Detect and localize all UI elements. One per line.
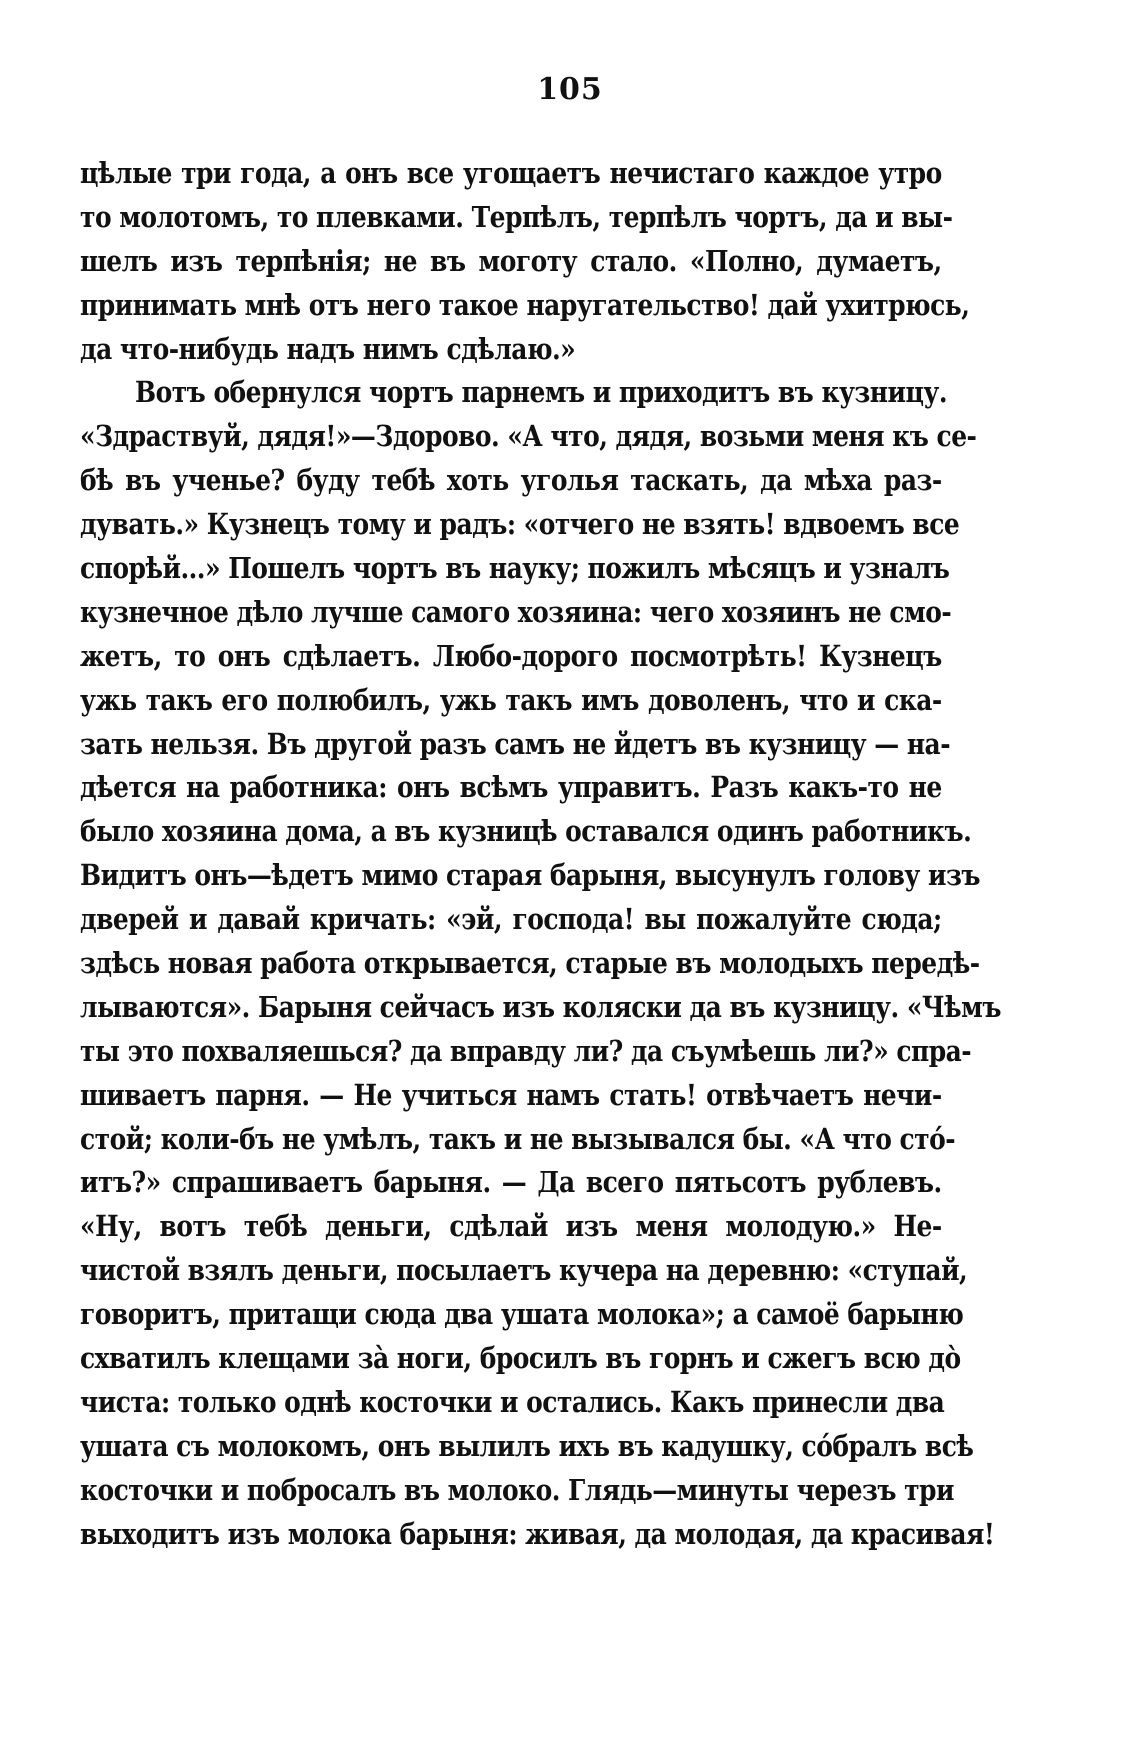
text-line: «Ну, вотъ тебѣ деньги, сдѣлай изъ меня молодую.» Не- bbox=[80, 1209, 942, 1244]
text-line: ты это похваляешься? да вправду ли? да съумѣешь ли?» спра- bbox=[80, 1033, 972, 1068]
text-line: здѣсь новая работа открывается, старые въ молодыхъ передѣ- bbox=[80, 946, 980, 981]
text-line: чистой взялъ деньги, посылаетъ кучера на деревню: «ступай, bbox=[80, 1253, 968, 1288]
page-number: 105 bbox=[537, 72, 603, 107]
text-line: жетъ, то онъ сдѣлаетъ. Любо-дорого посмотрѣть! Кузнецъ bbox=[80, 638, 942, 673]
text-line: бѣ въ ученье? буду тебѣ хоть уголья таскать, да мѣха раз- bbox=[80, 463, 942, 498]
text-line: цѣлые три года, а онъ все угощаетъ нечистаго каждое утро bbox=[80, 156, 942, 190]
text-line: ушата съ молокомъ, онъ вылилъ ихъ въ кадушку, сóбралъ всѣ bbox=[80, 1428, 974, 1463]
text-line: схватилъ клещами зà ноги, бросилъ въ горнъ и сжегъ всю дò bbox=[80, 1341, 961, 1376]
body-text bbox=[80, 152, 1001, 1557]
text-line: спорѣй...» Пошелъ чортъ въ науку; пожилъ мѣсяцъ и узналъ bbox=[80, 551, 950, 586]
text-line: дверей и давай кричать: «эй, господа! вы пожалуйте сюда; bbox=[80, 902, 942, 937]
text-line: то молотомъ, то плевками. Терпѣлъ, терпѣлъ чортъ, да и вы- bbox=[80, 199, 953, 234]
text-line: принимать мнѣ отъ него такое наругательство! дай ухитрюсь, bbox=[80, 287, 970, 322]
text-line: стой; коли-бъ не умѣлъ, такъ и не вызывался бы. «А что стó- bbox=[80, 1121, 956, 1156]
text-line: Видитъ онъ—ѣдетъ мимо старая барыня, высунулъ голову изъ bbox=[80, 858, 981, 893]
text-line: да что-нибудь надъ нимъ сдѣлаю.» bbox=[80, 331, 576, 366]
text-line: «Здраствуй, дядя!»—Здорово. «А что, дядя, возьми меня къ се- bbox=[80, 419, 977, 454]
text-line: зать нельзя. Въ другой разъ самъ не йдетъ въ кузницу — на- bbox=[80, 726, 951, 761]
text-line: говоритъ, притащи сюда два ушата молока»; а самоё барыню bbox=[80, 1297, 964, 1332]
text-line: выходитъ изъ молока барыня: живая, да молодая, да красивая! bbox=[80, 1516, 995, 1551]
text-line: шелъ изъ терпѣнія; не въ моготу стало. «Полно, думаетъ, bbox=[80, 243, 942, 278]
text-line: дувать.» Кузнецъ тому и радъ: «отчего не взять! вдвоемъ все bbox=[80, 507, 960, 542]
text-line: дѣется на работника: онъ всѣмъ управитъ. Разъ какъ-то не bbox=[80, 770, 942, 805]
text-line: косточки и побросалъ въ молоко. Глядь—минуты черезъ три bbox=[80, 1472, 954, 1507]
text-line: шиваетъ парня. — Не учиться намъ стать! отвѣчаетъ нечи- bbox=[80, 1077, 942, 1112]
text-line: чиста: только однѣ косточки и остались. Какъ принесли два bbox=[80, 1384, 945, 1419]
text-line: было хозяина дома, а въ кузницѣ оставался одинъ работникъ. bbox=[80, 814, 972, 849]
text-line: лываются». Барыня сейчасъ изъ коляски да въ кузницу. «Чѣмъ bbox=[80, 989, 1001, 1024]
text-line: кузнечное дѣло лучше самого хозяина: чего хозяинъ не смо- bbox=[80, 594, 952, 629]
text-line: Вотъ обернулся чортъ парнемъ и приходитъ въ кузницу. bbox=[135, 375, 948, 410]
text-line: ужь такъ его полюбилъ, ужь такъ имъ доволенъ, что и ска- bbox=[80, 682, 942, 717]
text-line: итъ?» спрашиваетъ барыня. — Да всего пятьсотъ рублевъ. bbox=[80, 1165, 942, 1200]
